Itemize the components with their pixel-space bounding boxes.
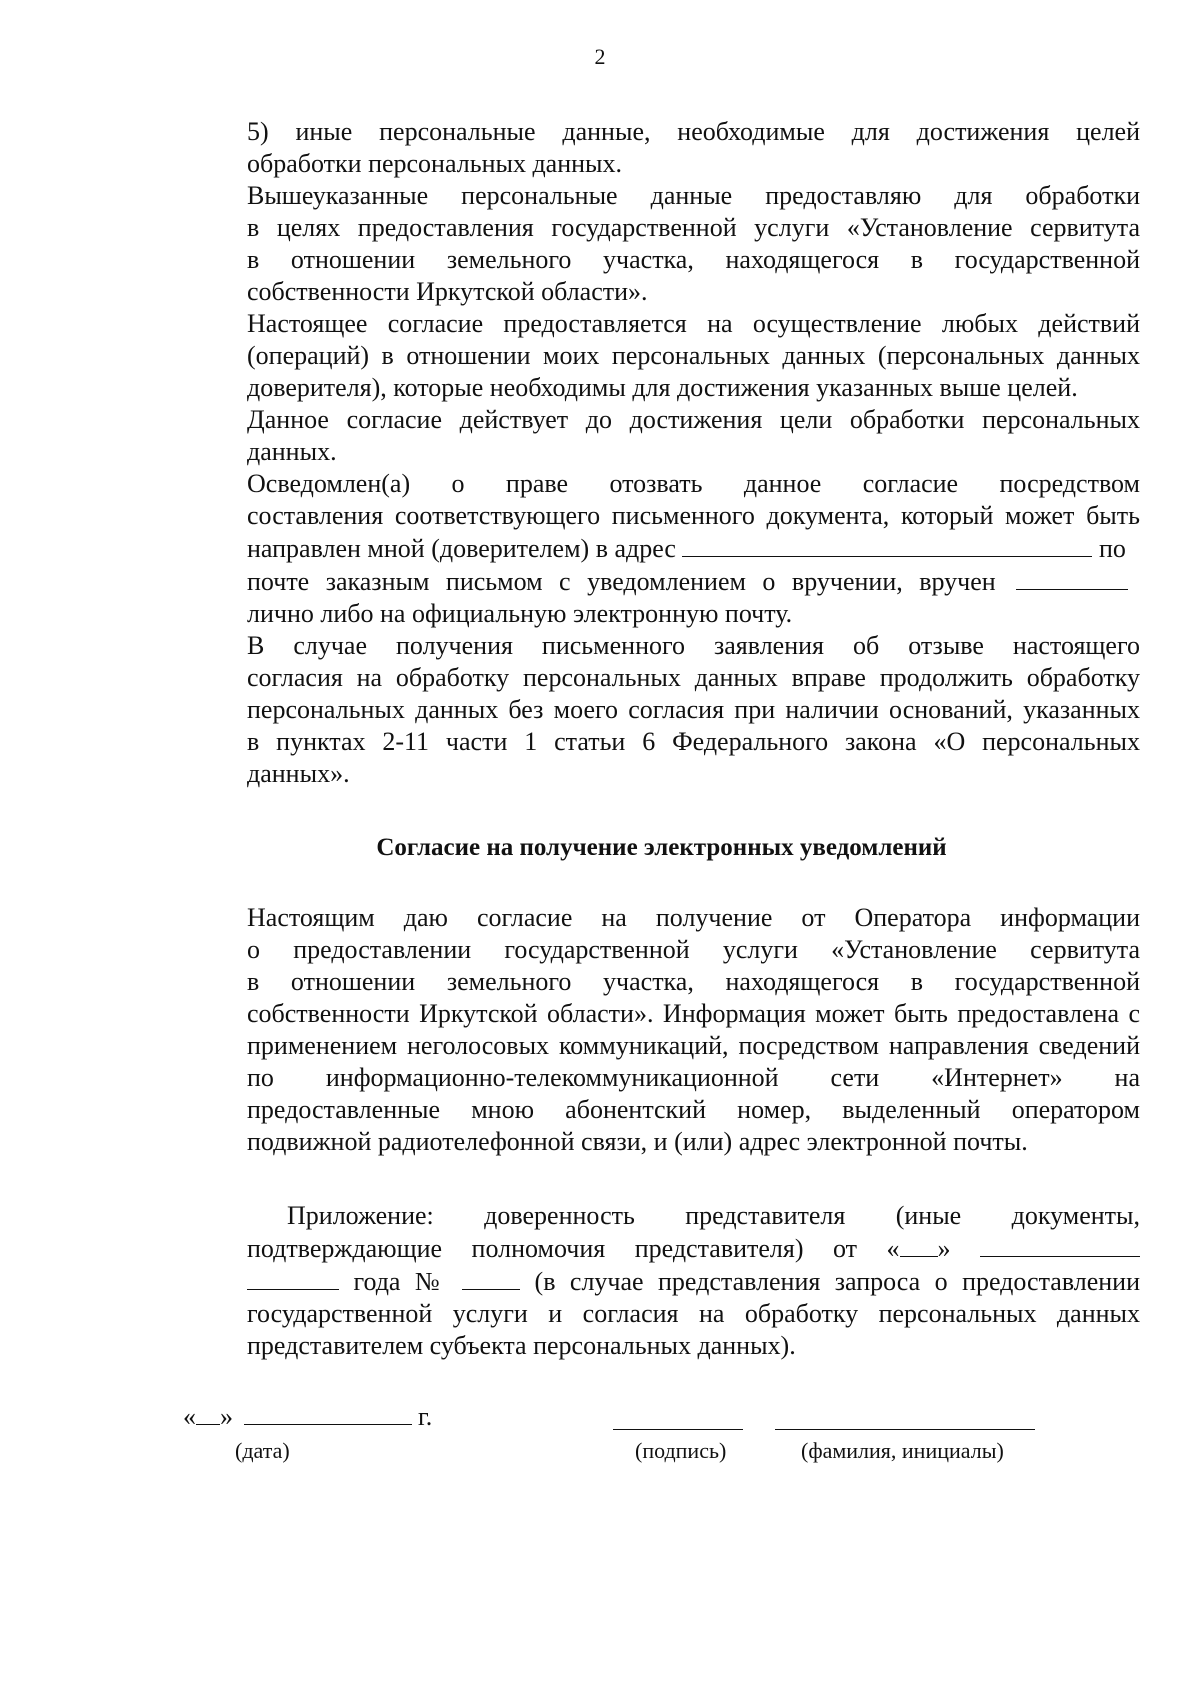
attachment-day-blank [900, 1232, 938, 1257]
attachment-month-blank [980, 1232, 1140, 1257]
section-heading: Согласие на получение электронных уведомлений [376, 834, 947, 861]
paragraph-withdrawal: Осведомлен(а) о праве отозвать данное согласие посредством составления соответствующего письменного документа, который может быть направлен мной (доверителем) в адрес по почте заказным письмом с уведомлением о вручении, вручен лично либо на официальную электронную почту. [247, 469, 1140, 628]
paragraph-continue-processing: В случае получения письменного заявления об отзыве настоящего согласия на обработку персональных данных вправе продолжить обработку персональных данных без моего согласия при наличии оснований, указанных в пунктах 2-11 части 1 статьи 6 Федерального закона «О персональных данных». [247, 631, 1140, 788]
signature-day-blank [196, 1400, 220, 1425]
paragraph-validity: Данное согласие действует до достижения цели обработки персональных данных. [247, 405, 1140, 466]
name-blank [775, 1429, 1035, 1430]
name-caption: (фамилия, инициалы) [801, 1438, 1004, 1463]
paragraph-purpose: Вышеуказанные персональные данные предоставляю для обработки в целях предоставления государственной услуги «Установление сервитута в отношении земельного участка, находящегося в государственной собственности Иркутской области». [247, 181, 1140, 306]
attachment-number-blank [462, 1265, 520, 1290]
signature-blank [613, 1429, 743, 1430]
paragraph-attachment: Приложение: доверенность представителя (иные документы, подтверждающие полномочия представителя) от « » года № (в случае представления запроса о предоставлении государственной услуги и согласия на обработку персональных данных представителем субъекта персональных данных). [247, 1201, 1141, 1360]
paragraph-other-data: 5) иные персональные данные, необходимые для достижения целей обработки персональных данных. [247, 117, 1140, 178]
paragraph-scope: Настоящее согласие предоставляется на осуществление любых действий (операций) в отношении моих персональных данных (персональных данных доверителя), которые необходимы для достижения указанных выше целей. [247, 309, 1140, 402]
attachment-year-blank [247, 1265, 339, 1290]
paragraph-electronic-notifications: Настоящим даю согласие на получение от Оператора информации о предоставлении государственной услуги «Установление сервитута в отношении земельного участка, находящегося в государственной собственности Иркутской области». Информация может быть предоставлена с применением неголосовых коммуникаций, посредством направления сведений по информационно-телекоммуникационной сети «Интернет» на предоставленные мною абонентский номер, выделенный оператором подвижной радиотелефонной связи, и (или) адрес электронной почты. [247, 903, 1140, 1156]
signature-caption: (подпись) [635, 1438, 727, 1463]
delivery-blank-field [1016, 565, 1128, 590]
date-caption: (дата) [235, 1438, 290, 1463]
signature-month-blank [244, 1400, 412, 1425]
date-line: « » г. [183, 1402, 433, 1431]
page-number: 2 [594, 44, 606, 69]
document-body [183, 116, 1140, 1362]
signature-block [183, 1400, 1140, 1480]
address-blank-field [682, 532, 1092, 557]
